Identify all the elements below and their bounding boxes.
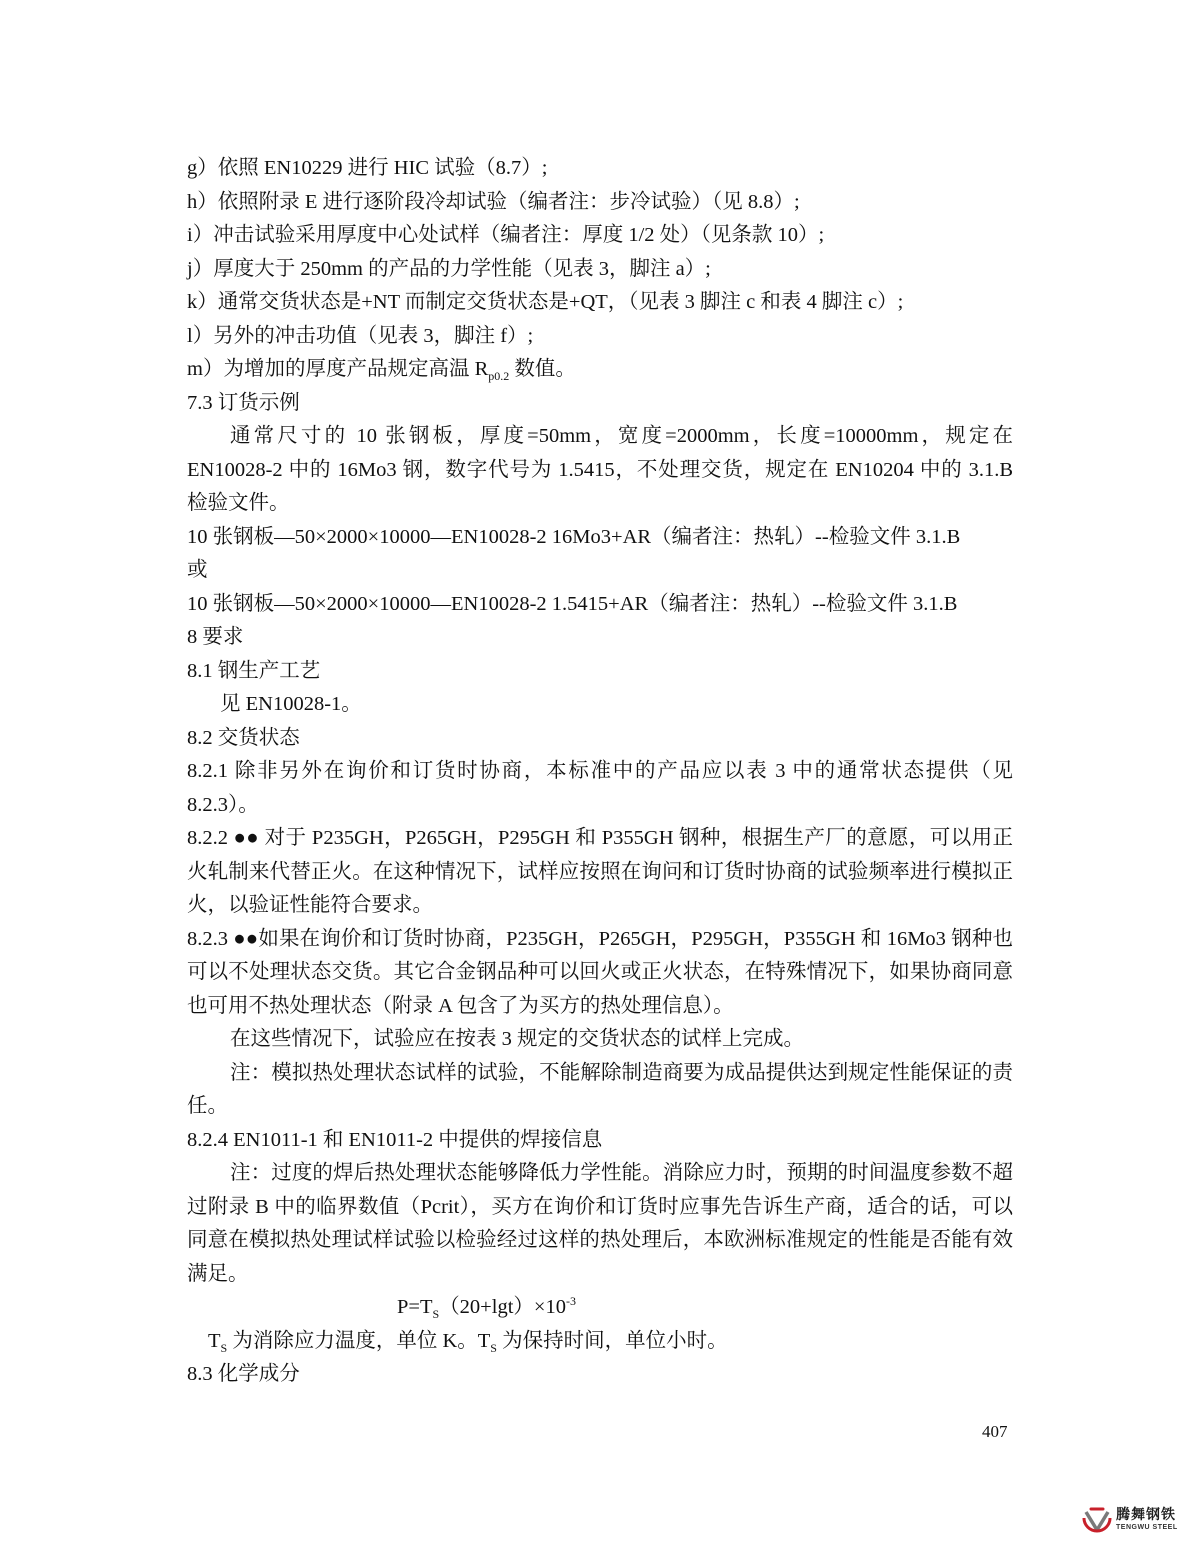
paragraph-8-2-2: 8.2.2 ●● 对于 P235GH，P265GH，P295GH 和 P355GH 钢种，根据生产厂的意愿，可以用正火轧制来代替正火。在这种情况下，试样应按照在询问和订货时协商的试验频率进行模拟正火，以验证性能符合要求。 <box>187 827 1013 916</box>
section-heading-8-2: 8.2 交货状态 <box>187 726 300 749</box>
logo-name-cn: 腾舞钢铁 <box>1116 1506 1176 1523</box>
order-example-1: 10 张钢板—50×2000×10000—EN10028-2 16Mo3+AR（编者注：热轧）--检验文件 3.1.B <box>187 525 961 548</box>
paragraph-8-2-1: 8.2.1 除非另外在询价和订货时协商，本标准中的产品应以表 3 中的通常状态提供（见 8.2.3）。 <box>187 760 1013 816</box>
note-post-weld-heat-treatment: 注：过度的焊后热处理状态能够降低力学性能。消除应力时，预期的时间温度参数不超过附录 B 中的临界数值（Pcrit），买方在询价和订货时应事先告诉生产商，适合的话，可以同意在模拟热处理试样试验以检验经过这样的热处理后，本欧洲标准规定的性能是否能有效满足。 <box>187 1162 1013 1285</box>
logo-name-en: TENGWU STEEL <box>1116 1523 1178 1531</box>
page-number: 407 <box>982 1422 1008 1441</box>
ts-symbol-1: T <box>208 1329 221 1352</box>
list-item-h: h）依照附录 E 进行逐阶段冷却试验（编者注：步冷试验）（见 8.8）; <box>187 190 800 213</box>
list-item-l: l）另外的冲击功值（见表 3，脚注 f）; <box>187 324 534 347</box>
list-item-m <box>187 353 1013 387</box>
ts-text-1: 为消除应力温度，单位 K。T <box>227 1329 491 1352</box>
list-item-k: k）通常交货状态是+NT 而制定交货状态是+QT，（见表 3 脚注 c 和表 4 脚注 c）; <box>187 291 904 313</box>
list-item-j: j）厚度大于 250mm 的产品的力学性能（见表 3，脚注 a）; <box>187 257 711 280</box>
section-heading-8: 8 要求 <box>187 626 244 648</box>
formula-superscript: -3 <box>565 1294 576 1309</box>
ts-subscript-1: S <box>220 1340 228 1355</box>
logo-text <box>1116 1508 1178 1531</box>
ts-subscript-2: S <box>490 1340 497 1355</box>
paragraph-8-2-3-cont: 在这些情况下，试验应在按表 3 规定的交货状态的试样上完成。 <box>230 1028 804 1050</box>
section-heading-8-2-4: 8.2.4 EN1011-1 和 EN1011-2 中提供的焊接信息 <box>187 1128 603 1151</box>
list-item-m-tail: 数值。 <box>509 358 576 380</box>
ts-text-2: 为保持时间，单位小时。 <box>496 1329 728 1352</box>
order-example-2: 10 张钢板—50×2000×10000—EN10028-2 1.5415+AR（编者注：热轧）--检验文件 3.1.B <box>187 592 958 615</box>
formula-part-2: （20+lgt）×10 <box>439 1296 566 1318</box>
list-item-m-text: m）为增加的厚度产品规定高温 R <box>187 358 489 380</box>
document-body <box>187 152 1013 1392</box>
paragraph-8-2-3: 8.2.3 ●●如果在询价和订货时协商，P235GH，P265GH，P295GH，P355GH 和 16Mo3 钢种也可以不处理状态交货。其它合金钢品种可以回火或正火状态，在特殊情况下，如果协商同意也可用不热处理状态（附录 A 包含了为买方的热处理信息）。 <box>187 927 1013 1017</box>
formula-subscript: S <box>432 1307 440 1322</box>
company-logo <box>1082 1500 1192 1538</box>
subscript-p02: p0.2 <box>488 369 510 384</box>
formula-part-1: P=T <box>397 1296 433 1318</box>
formula-explanation <box>187 1325 1013 1359</box>
paragraph-order-example: 通常尺寸的 10 张钢板，厚度=50mm，宽度=2000mm，长度=10000mm，规定在 EN10028-2 中的 16Mo3 钢，数字代号为 1.5415，不处理交货，规定在 EN10204 中的 3.1.B 检验文件。 <box>187 425 1013 514</box>
order-example-or: 或 <box>187 559 208 581</box>
section-heading-8-3: 8.3 化学成分 <box>187 1363 300 1385</box>
tengwu-logo-icon <box>1082 1504 1112 1534</box>
list-item-g: g）依照 EN10229 进行 HIC 试验（8.7）; <box>187 157 548 179</box>
section-heading-7-3: 7.3 订货示例 <box>187 391 300 414</box>
note-simulated-heat-treatment: 注：模拟热处理状态试样的试验，不能解除制造商要为成品提供达到规定性能保证的责任。 <box>187 1061 1013 1117</box>
formula-pcrit <box>187 1291 1013 1325</box>
list-item-i: i）冲击试验采用厚度中心处试样（编者注：厚度 1/2 处）（见条款 10）; <box>187 224 825 246</box>
section-heading-8-1: 8.1 钢生产工艺 <box>187 659 321 682</box>
paragraph-8-1: 见 EN10028-1。 <box>220 693 362 715</box>
